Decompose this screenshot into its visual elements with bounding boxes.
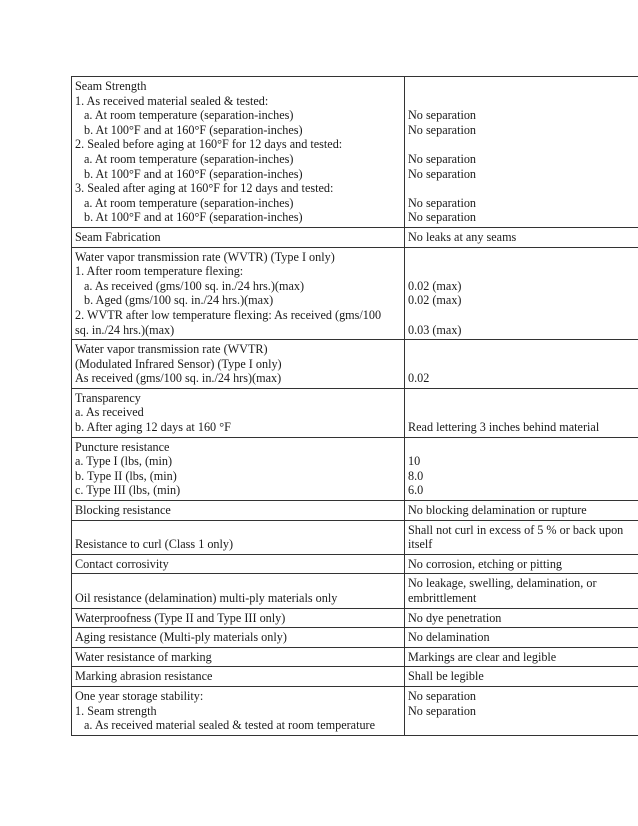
test-line: Marking abrasion resistance	[75, 669, 213, 684]
spec-row	[72, 388, 638, 437]
requirement-cell	[405, 247, 638, 340]
test-line: a. Type I (lbs, (min)	[75, 454, 173, 469]
requirement-line: Markings are clear and legible	[408, 649, 557, 664]
requirement-cell	[405, 686, 638, 735]
test-line: a. At room temperature (separation-inches)	[84, 151, 294, 166]
spec-row	[72, 227, 638, 247]
test-line: sq. in./24 hrs.)(max)	[75, 322, 175, 337]
requirement-cell	[405, 647, 638, 667]
requirement-line: No separation	[408, 703, 477, 718]
test-line: Waterproofness (Type II and Type III only)	[75, 610, 286, 625]
test-cell	[72, 647, 405, 667]
test-line: a. As received material sealed & tested at room temperature	[84, 718, 376, 733]
test-line: One year storage stability:	[75, 688, 204, 703]
requirement-cell	[405, 437, 638, 500]
requirement-cell	[405, 501, 638, 521]
test-line: Oil resistance (delamination) multi-ply materials only	[75, 591, 338, 605]
requirement-cell	[405, 227, 638, 247]
test-line: b. Aged (gms/100 sq. in./24 hrs.)(max)	[84, 293, 274, 308]
requirement-cell	[405, 667, 638, 687]
test-line: b. Type II (lbs, (min)	[75, 468, 177, 483]
requirement-cell	[405, 520, 638, 554]
test-line: Water vapor transmission rate (WVTR)	[75, 342, 268, 357]
requirement-line: No separation	[408, 195, 477, 210]
requirement-line: No dye penetration	[408, 610, 502, 625]
requirement-line: 10	[408, 454, 421, 469]
requirement-line: No separation	[408, 688, 477, 703]
test-cell	[72, 437, 405, 500]
test-cell	[72, 77, 405, 228]
spec-row	[72, 574, 638, 608]
test-line: Blocking resistance	[75, 503, 171, 518]
test-line: Seam Strength	[75, 79, 147, 93]
test-line: b. At 100°F and at 160°F (separation-inches)	[84, 166, 303, 181]
requirement-cell	[405, 77, 638, 228]
test-line: 2. Sealed before aging at 160°F for 12 days and tested:	[75, 137, 343, 152]
requirement-line: embrittlement	[408, 591, 477, 605]
test-line: 1. After room temperature flexing:	[75, 264, 244, 279]
test-line: c. Type III (lbs, (min)	[75, 483, 181, 498]
spec-row	[72, 554, 638, 574]
spec-row	[72, 340, 638, 389]
test-line: a. At room temperature (separation-inches)	[84, 195, 294, 210]
requirement-line: 6.0	[408, 483, 424, 498]
test-line: 1. Seam strength	[75, 703, 157, 718]
test-cell	[72, 667, 405, 687]
test-cell	[72, 554, 405, 574]
requirement-line: No separation	[408, 122, 477, 137]
spec-row	[72, 77, 638, 228]
spec-row	[72, 667, 638, 687]
spec-row	[72, 647, 638, 667]
test-line: a. As received (gms/100 sq. in./24 hrs.)(max)	[84, 278, 305, 293]
requirement-line: 0.02 (max)	[408, 293, 462, 308]
spec-row	[72, 628, 638, 648]
requirement-cell	[405, 608, 638, 628]
requirement-line	[408, 718, 638, 733]
test-line: Water vapor transmission rate (WVTR) (Type I only)	[75, 249, 335, 264]
test-line: Contact corrosivity	[75, 556, 169, 571]
test-line: a. As received	[75, 405, 144, 420]
test-line: 2. WVTR after low temperature flexing: As received (gms/100	[75, 307, 382, 322]
requirement-cell	[405, 340, 638, 389]
requirement-line	[408, 308, 638, 323]
spec-row	[72, 247, 638, 340]
requirement-line: No leaks at any seams	[408, 229, 517, 244]
test-cell	[72, 227, 405, 247]
requirement-line: No delamination	[408, 630, 490, 645]
spec-row	[72, 608, 638, 628]
requirement-cell	[405, 574, 638, 608]
test-line: Water resistance of marking	[75, 649, 212, 664]
spec-row	[72, 520, 638, 554]
test-line: Transparency	[75, 390, 141, 405]
requirement-line: Shall not curl in excess of 5 % or back upon	[408, 522, 624, 537]
test-line: Resistance to curl (Class 1 only)	[75, 537, 234, 552]
spec-row	[72, 501, 638, 521]
requirement-line: No blocking delamination or rupture	[408, 503, 587, 518]
spec-row	[72, 437, 638, 500]
test-line: a. At room temperature (separation-inches)	[84, 108, 294, 123]
test-line: Puncture resistance	[75, 439, 170, 454]
requirement-line: 0.02 (max)	[408, 278, 462, 293]
requirement-line: No separation	[408, 151, 477, 166]
test-cell	[72, 574, 405, 608]
test-line: b. After aging 12 days at 160 °F	[75, 420, 231, 435]
test-line: b. At 100°F and at 160°F (separation-inches)	[84, 210, 303, 225]
requirement-line: Read lettering 3 inches behind material	[408, 420, 600, 435]
specification-table	[71, 76, 638, 736]
requirement-line: 8.0	[408, 468, 424, 483]
requirement-cell	[405, 554, 638, 574]
test-line: As received (gms/100 sq. in./24 hrs)(max)	[75, 371, 282, 386]
requirement-line: itself	[408, 537, 433, 552]
test-cell	[72, 247, 405, 340]
test-line: 3. Sealed after aging at 160°F for 12 days and tested:	[75, 181, 334, 196]
requirement-line	[408, 181, 638, 196]
requirement-cell	[405, 388, 638, 437]
test-cell	[72, 628, 405, 648]
requirement-line	[408, 137, 638, 152]
specification-table-body	[72, 77, 638, 736]
requirement-line: No separation	[408, 210, 477, 225]
test-cell	[72, 686, 405, 735]
requirement-line: No separation	[408, 166, 477, 181]
test-line: b. At 100°F and at 160°F (separation-inches)	[84, 122, 303, 137]
test-cell	[72, 388, 405, 437]
requirement-line: No corrosion, etching or pitting	[408, 556, 563, 571]
test-cell	[72, 520, 405, 554]
requirement-line: No leakage, swelling, delamination, or	[408, 576, 597, 591]
test-line: (Modulated Infrared Sensor) (Type I only)	[75, 356, 282, 371]
test-line: Aging resistance (Multi-ply materials only)	[75, 630, 287, 645]
requirement-line: 0.03 (max)	[408, 322, 462, 337]
test-line: Seam Fabrication	[75, 229, 161, 244]
requirement-cell	[405, 628, 638, 648]
requirement-line: 0.02	[408, 371, 430, 386]
test-cell	[72, 608, 405, 628]
test-cell	[72, 501, 405, 521]
test-cell	[72, 340, 405, 389]
requirement-line: No separation	[408, 108, 477, 123]
test-line: 1. As received material sealed & tested:	[75, 93, 269, 108]
spec-row	[72, 686, 638, 735]
requirement-line: Shall be legible	[408, 669, 484, 684]
